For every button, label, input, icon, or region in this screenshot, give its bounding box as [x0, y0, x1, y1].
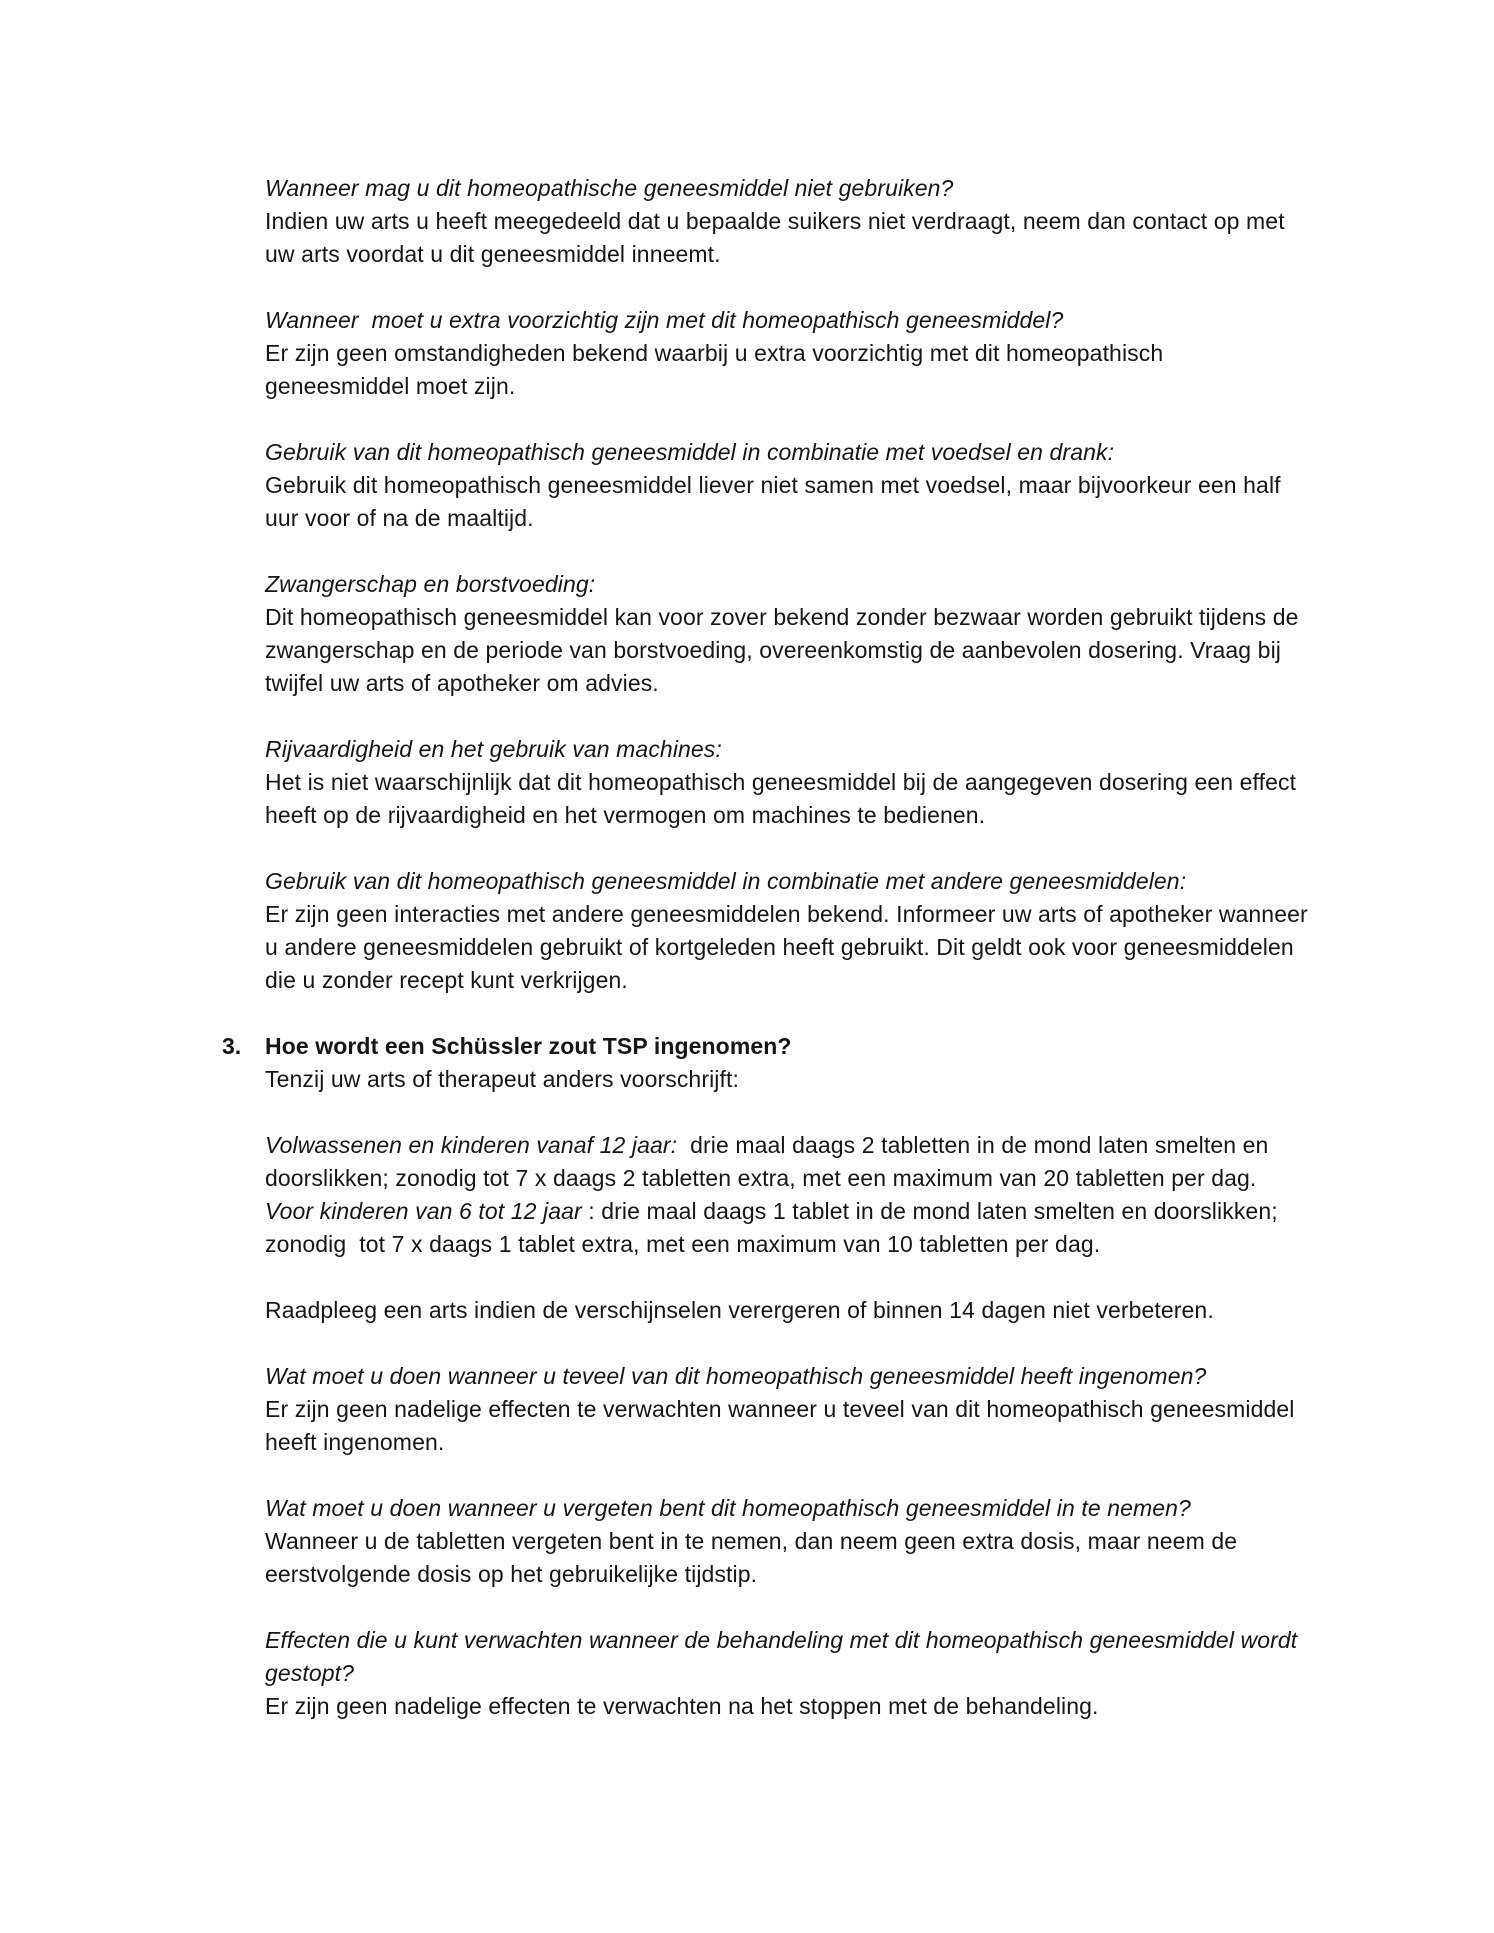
subsection-extra-caution — [265, 304, 1310, 403]
subsection-pregnancy — [265, 568, 1310, 700]
subsection-heading: Zwangerschap en borstvoeding: — [265, 571, 596, 597]
consult-doctor-advice — [265, 1294, 1310, 1327]
subsection-heading: Gebruik van dit homeopathisch geneesmiddel in combinatie met voedsel en drank: — [265, 439, 1115, 465]
subsection-food-drink — [265, 436, 1310, 535]
dosage-children-label: Voor kinderen van 6 tot 12 jaar — [265, 1198, 582, 1224]
numbered-section-how-to-take — [222, 1030, 1310, 1096]
subsection-body: Er zijn geen nadelige effecten te verwachten na het stoppen met de behandeling. — [265, 1693, 1099, 1719]
subsection-body: Dit homeopathisch geneesmiddel kan voor zover bekend zonder bezwaar worden gebruikt tijdens de zwangerschap en de periode van borstvoeding, overeenkomstig de aanbevolen dosering. Vraag bij twijfel uw arts of apotheker om advies. — [265, 604, 1306, 696]
dosage-children-text: : drie maal daags 1 tablet in de mond laten smelten en doorslikken; zonodig tot 7 x daags 1 tablet extra, met een maximum van 10 tabletten per dag. — [265, 1198, 1285, 1257]
dosage-children — [265, 1195, 1310, 1261]
dosage-adults-label: Volwassenen en kinderen vanaf 12 jaar: — [265, 1132, 678, 1158]
advice-line: Raadpleeg een arts indien de verschijnselen verergeren of binnen 14 dagen niet verbeteren. — [265, 1297, 1214, 1323]
subsection-when-not-to-use — [265, 172, 1310, 271]
subsection-other-medicines — [265, 865, 1315, 997]
subsection-heading: Gebruik van dit homeopathisch geneesmiddel in combinatie met andere geneesmiddelen: — [265, 868, 1187, 894]
subsection-body: Er zijn geen omstandigheden bekend waarbij u extra voorzichtig met dit homeopathisch geneesmiddel moet zijn. — [265, 340, 1170, 399]
subsection-overdose — [265, 1360, 1310, 1459]
subsection-heading: Wat moet u doen wanneer u teveel van dit homeopathisch geneesmiddel heeft ingenomen? — [265, 1363, 1207, 1389]
subsection-body: Indien uw arts u heeft meegedeeld dat u bepaalde suikers niet verdraagt, neem dan contact op met uw arts voordat u dit geneesmiddel inneemt. — [265, 208, 1292, 267]
subsection-stopping-treatment — [265, 1624, 1310, 1723]
section-number: 3. — [222, 1033, 242, 1059]
subsection-heading: Wanneer moet u extra voorzichtig zijn met dit homeopathisch geneesmiddel? — [265, 307, 1064, 333]
subsection-missed-dose — [265, 1492, 1310, 1591]
subsection-body: Het is niet waarschijnlijk dat dit homeopathisch geneesmiddel bij de aangegeven dosering een effect heeft op de rijvaardigheid en het vermogen om machines te bedienen. — [265, 769, 1303, 828]
dosage-block — [265, 1129, 1310, 1261]
dosage-adults-text: drie maal daags 2 tabletten in de mond laten smelten en doorslikken; zonodig tot 7 x daags 2 tabletten extra, met een maximum van 20 tabletten per dag. — [265, 1132, 1275, 1191]
section-intro: Tenzij uw arts of therapeut anders voorschrijft: — [265, 1066, 739, 1092]
subsection-body: Er zijn geen interacties met andere geneesmiddelen bekend. Informeer uw arts of apotheker wanneer u andere geneesmiddelen gebruikt of kortgeleden heeft gebruikt. Dit geldt ook voor geneesmiddelen die u zonder recept kunt verkrijgen. — [265, 901, 1315, 993]
subsection-driving-machines — [265, 733, 1310, 832]
subsection-heading: Wat moet u doen wanneer u vergeten bent dit homeopathisch geneesmiddel in te nemen? — [265, 1495, 1191, 1521]
subsection-heading: Wanneer mag u dit homeopathische geneesmiddel niet gebruiken? — [265, 175, 954, 201]
subsection-body: Er zijn geen nadelige effecten te verwachten wanneer u teveel van dit homeopathisch geneesmiddel heeft ingenomen. — [265, 1396, 1302, 1455]
subsection-heading: Effecten die u kunt verwachten wanneer de behandeling met dit homeopathisch geneesmiddel wordt gestopt? — [265, 1627, 1304, 1686]
section-title: Hoe wordt een Schüssler zout TSP ingenomen? — [265, 1033, 792, 1059]
dosage-adults — [265, 1129, 1310, 1195]
subsection-body: Wanneer u de tabletten vergeten bent in te nemen, dan neem geen extra dosis, maar neem de eerstvolgende dosis op het gebruikelijke tijdstip. — [265, 1528, 1244, 1587]
subsection-heading: Rijvaardigheid en het gebruik van machines: — [265, 736, 722, 762]
subsection-body: Gebruik dit homeopathisch geneesmiddel liever niet samen met voedsel, maar bijvoorkeur een half uur voor of na de maaltijd. — [265, 472, 1288, 531]
